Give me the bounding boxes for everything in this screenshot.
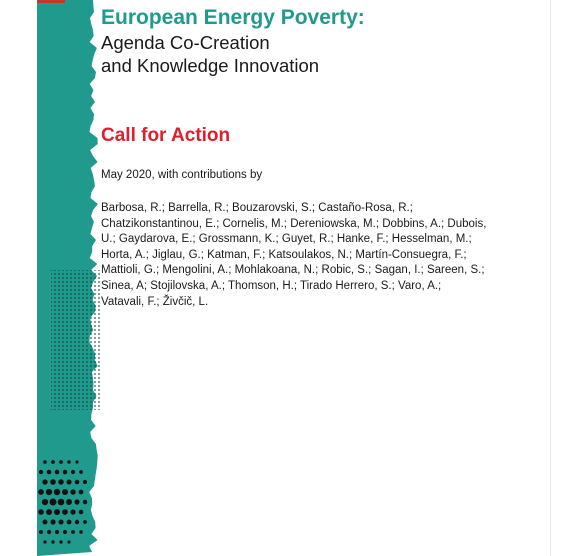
halftone-dot <box>63 530 67 534</box>
halftone-dot <box>54 509 60 515</box>
document-subtitle-line-1: Agenda Co-Creation <box>101 32 270 53</box>
halftone-dot <box>38 489 44 495</box>
halftone-dot <box>42 479 47 484</box>
halftone-dot <box>47 530 51 534</box>
document-title: European Energy Poverty: <box>101 6 365 29</box>
halftone-dot <box>54 489 60 495</box>
halftone-dot <box>55 470 60 475</box>
texture-halftone <box>51 270 101 410</box>
halftone-dot <box>59 460 63 464</box>
halftone-dot <box>42 499 48 505</box>
halftone-dot <box>67 520 72 525</box>
halftone-dot <box>79 490 84 495</box>
call-for-action-heading: Call for Action <box>101 125 231 146</box>
halftone-dot <box>55 530 59 534</box>
authors-line: Chatzikonstantinou, E.; Cornelis, M.; Dereniowska, M.; Dobbins, A.; Dubois, <box>101 217 487 230</box>
halftone-dot <box>46 489 52 495</box>
halftone-dot <box>46 509 52 515</box>
halftone-dot <box>83 520 87 524</box>
halftone-dot <box>67 460 71 464</box>
halftone-dot <box>75 480 80 485</box>
halftone-dot <box>79 470 83 474</box>
halftone-dot <box>66 499 72 505</box>
halftone-dot <box>62 509 68 515</box>
authors-line: Vatavali, F.; Živčič, L. <box>101 295 209 308</box>
halftone-dot <box>71 530 75 534</box>
halftone-dot <box>38 509 44 515</box>
halftone-dot <box>70 489 75 494</box>
halftone-dot <box>74 499 79 504</box>
decorative-side-band <box>37 0 101 556</box>
halftone-dot <box>66 479 71 484</box>
halftone-dot <box>50 479 56 485</box>
halftone-dot <box>62 489 68 495</box>
authors-line: U.; Gaydarova, E.; Grossmann, K.; Guyet, R.; Hanke, F.; Hesselman, M.; <box>101 233 472 246</box>
halftone-dot <box>83 500 87 504</box>
halftone-dot <box>39 470 43 474</box>
halftone-dot <box>51 460 55 464</box>
band-artwork <box>37 0 101 556</box>
halftone-dot <box>50 519 55 524</box>
halftone-dot <box>43 460 47 464</box>
halftone-dot <box>70 509 75 514</box>
date-contributions-line: May 2020, with contributions by <box>101 169 263 181</box>
halftone-dot <box>51 540 54 543</box>
halftone-dot <box>59 540 62 543</box>
halftone-dot <box>63 470 68 475</box>
authors-line: Horta, A.; Jiglau, G.; Katman, F.; Katsoulakos, N.; Martín-Consuegra, F.; <box>101 248 467 261</box>
authors-line: Sinea, A; Stojilovska, A.; Thomson, H.; Tirado Herrero, S.; Varo, A.; <box>101 279 442 292</box>
halftone-dot <box>47 470 52 475</box>
halftone-dot <box>43 520 48 525</box>
halftone-dot <box>58 519 63 524</box>
halftone-dot <box>79 510 84 515</box>
document-subtitle-line-2: and Knowledge Innovation <box>101 55 320 76</box>
halftone-dot <box>58 479 63 484</box>
halftone-dot <box>71 470 75 474</box>
page-edge-line <box>550 0 551 556</box>
halftone-dot <box>79 530 82 533</box>
halftone-dot <box>75 520 79 524</box>
halftone-dot <box>75 460 78 463</box>
halftone-dot <box>39 530 43 534</box>
halftone-dot <box>83 480 87 484</box>
halftone-dot <box>43 540 46 543</box>
halftone-dot <box>58 499 65 506</box>
authors-list <box>101 201 486 310</box>
authors-line: Mattioli, G.; Mengolini, A.; Mohlakoana, N.; Robic, S.; Sagan, I.; Sareen, S.; <box>101 264 485 277</box>
authors-line: Barbosa, R.; Barrella, R.; Bouzarovski, S.; Castaño-Rosa, R.; <box>101 202 413 214</box>
halftone-dot <box>67 540 70 543</box>
halftone-dot <box>50 499 57 506</box>
top-red-mark <box>37 0 65 3</box>
